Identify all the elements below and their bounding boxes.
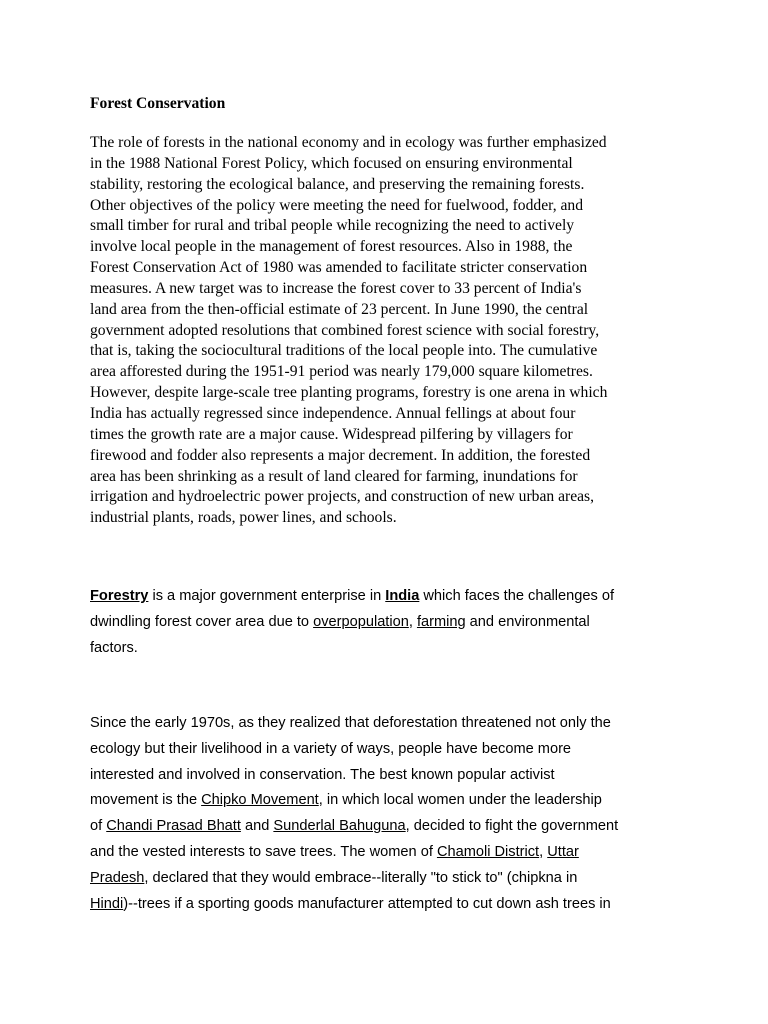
text-line: small timber for rural and tribal people while recognizing the need to actively	[90, 217, 575, 235]
text-line	[90, 866, 618, 892]
text-line: industrial plants, roads, power lines, and schools.	[90, 509, 397, 527]
text-line: factors.	[90, 639, 138, 656]
link-chandi-prasad-bhatt[interactable]: Chandi Prasad Bhatt	[106, 818, 241, 835]
text-line: irrigation and hydroelectric power projects, and construction of new urban areas,	[90, 488, 595, 506]
link-overpopulation[interactable]: overpopulation	[313, 613, 409, 630]
link-uttar-pradesh[interactable]: Uttar	[547, 843, 579, 860]
text-line: government adopted resolutions that combined forest science with social forestry,	[90, 321, 600, 339]
document-title: Forest Conservation	[90, 95, 226, 112]
text-line: involve local people in the management of forest resources. Also in 1988, the	[90, 238, 573, 256]
paragraph-chipko-movement	[90, 711, 618, 917]
text-line	[90, 788, 618, 814]
text-line: interested and involved in conservation. The best known popular activist	[90, 766, 555, 783]
text-span: , in which local women under the leadership	[318, 792, 602, 809]
link-forestry[interactable]: Forestry	[90, 588, 149, 604]
text-line: Other objectives of the policy were meeting the need for fuelwood, fodder, and	[90, 196, 583, 214]
text-line	[90, 584, 614, 610]
link-hindi[interactable]: Hindi	[90, 895, 124, 912]
text-line: firewood and fodder also represents a major decrement. In addition, the forested	[90, 446, 591, 464]
text-line: land area from the then-official estimate of 23 percent. In June 1990, the central	[90, 300, 589, 318]
paragraph-forestry-intro	[90, 584, 614, 661]
text-span: and	[240, 818, 274, 835]
text-span: which faces the challenges of	[419, 588, 615, 604]
link-chamoli-district[interactable]: Chamoli District	[436, 843, 540, 860]
text-line: stability, restoring the ecological balance, and preserving the remaining forests.	[90, 175, 585, 193]
text-line: ecology but their livelihood in a variety of ways, people have become more	[90, 740, 572, 757]
text-span: and environmental	[465, 613, 590, 630]
text-line: times the growth rate are a major cause. Widespread pilfering by villagers for	[90, 425, 573, 443]
text-line	[90, 840, 618, 866]
text-span: ,	[539, 843, 548, 860]
text-line: area has been shrinking as a result of land cleared for farming, inundations for	[90, 467, 578, 485]
text-span: movement is the	[90, 792, 202, 809]
text-line: that is, taking the sociocultural traditions of the local people into. The cumulative	[90, 342, 598, 360]
link-india[interactable]: India	[385, 588, 420, 604]
link-farming[interactable]: farming	[416, 613, 466, 630]
text-line	[90, 610, 614, 636]
paragraph-forest-policy	[90, 133, 690, 529]
text-span: , declared that they would embrace--literally "to stick to" (chipkna in	[144, 869, 578, 886]
text-span: )--trees if a sporting goods manufacturer attempted to cut down ash trees in	[123, 895, 611, 912]
text-line: area afforested during the 1951-91 period was nearly 179,000 square kilometres.	[90, 363, 593, 381]
text-line: Since the early 1970s, as they realized that deforestation threatened not only the	[90, 715, 611, 731]
link-chipko-movement[interactable]: Chipko Movement	[201, 792, 319, 809]
text-line: However, despite large-scale tree planting programs, forestry is one arena in which	[90, 384, 608, 402]
text-span: and the vested interests to save trees. The women of	[90, 843, 437, 860]
text-span: dwindling forest cover area due to	[90, 613, 314, 630]
link-uttar-pradesh-cont[interactable]: Pradesh	[90, 869, 145, 886]
text-line: India has actually regressed since independence. Annual fellings at about four	[90, 404, 576, 422]
text-line: in the 1988 National Forest Policy, which focused on ensuring environmental	[90, 154, 573, 172]
text-line: measures. A new target was to increase the forest cover to 33 percent of India's	[90, 279, 582, 297]
text-line: The role of forests in the national economy and in ecology was further emphasized	[90, 134, 607, 151]
text-span: , decided to fight the government	[405, 818, 619, 835]
text-line	[90, 892, 618, 918]
text-span: ,	[408, 613, 417, 630]
text-span: is a major government enterprise in	[148, 588, 386, 604]
link-sunderlal-bahuguna[interactable]: Sunderlal Bahuguna	[273, 818, 406, 835]
text-line: Forest Conservation Act of 1980 was amended to facilitate stricter conservation	[90, 259, 588, 277]
text-span: of	[90, 818, 107, 835]
text-line	[90, 814, 618, 840]
